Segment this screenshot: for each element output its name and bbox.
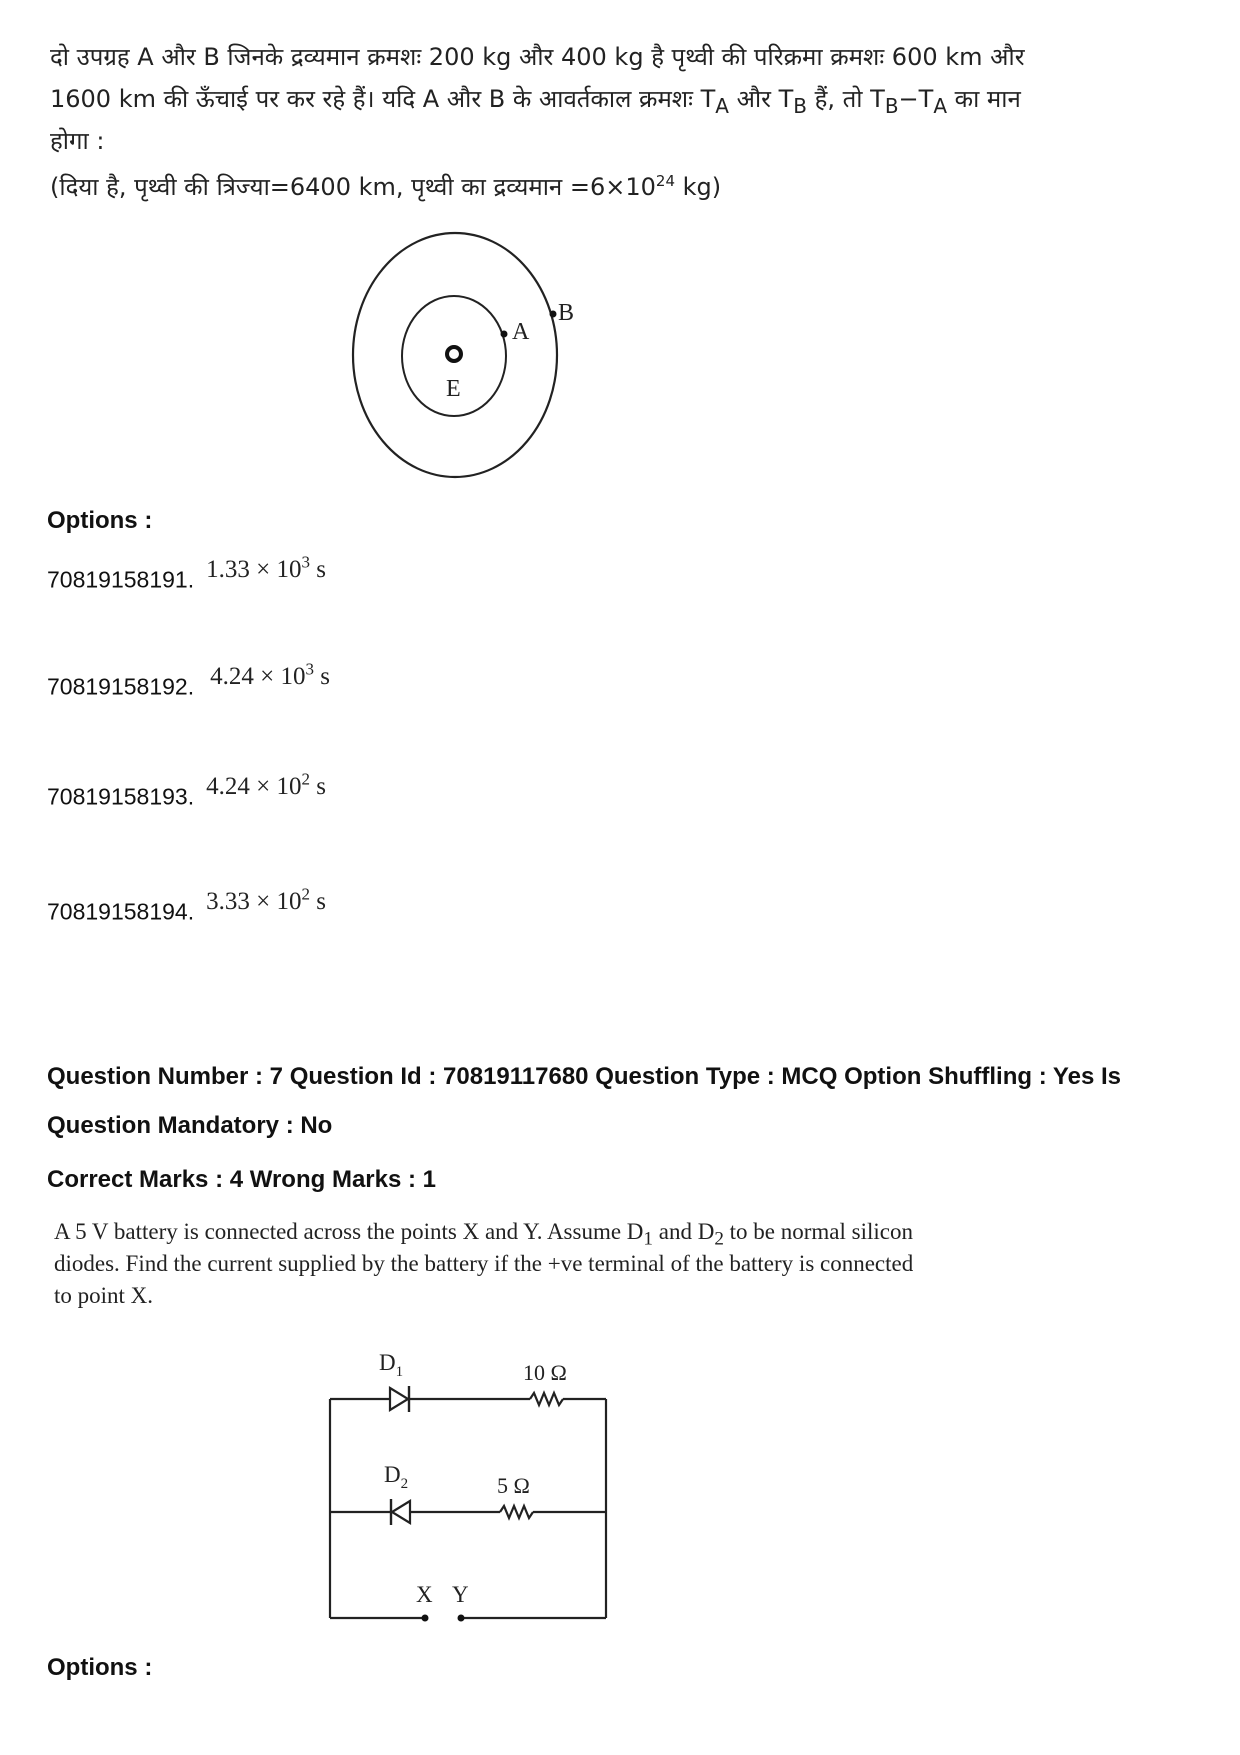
terminal-y	[458, 1615, 465, 1622]
satellite-a-dot	[501, 331, 508, 338]
satellite-b-dot	[550, 311, 557, 318]
label-a: A	[512, 319, 530, 345]
diode-d1	[390, 1386, 409, 1412]
option-id: 70819158194.	[47, 898, 195, 925]
q7-text-line-1: A 5 V battery is connected across the points X and Y. Assume $D_1$ and $D_2$ to be normal silicon	[54, 1219, 913, 1250]
option-2[interactable]	[47, 660, 330, 701]
diode-d2	[391, 1499, 410, 1525]
options-label: Options :	[47, 507, 153, 534]
option-1[interactable]	[47, 553, 326, 594]
option-3[interactable]	[47, 770, 326, 811]
label-d1: $D_1$	[379, 1350, 404, 1380]
label-r1: 10 Ω	[523, 1360, 567, 1385]
label-b: B	[558, 300, 575, 326]
option-4[interactable]	[47, 885, 326, 926]
q7-marks: Correct Marks : 4 Wrong Marks : 1	[47, 1166, 437, 1193]
terminal-x	[422, 1615, 429, 1622]
option-value: $4.24 \times 10^3$ s	[210, 660, 330, 691]
option-value: $3.33 \times 10^2$ s	[206, 885, 326, 916]
orbit-b	[353, 233, 557, 477]
label-r2: 5 Ω	[497, 1473, 530, 1498]
orbit-diagram	[340, 220, 600, 490]
label-y: Y	[452, 1582, 469, 1607]
option-id: 70819158191.	[47, 566, 195, 593]
circuit-diagram	[320, 1340, 620, 1630]
q6-line-1: दो उपग्रह A और B जिनके द्रव्यमान क्रमशः 200 kg और 400 kg है पृथ्वी की परिक्रमा क्रमशः 600 km और	[50, 43, 1025, 71]
option-value: $1.33 \times 10^3$ s	[206, 553, 326, 584]
q7-header-line-2: Question Mandatory : No	[47, 1112, 333, 1139]
label-d2: $D_2$	[384, 1462, 409, 1492]
q7-header-line-1: Question Number : 7 Question Id : 70819117680 Question Type : MCQ Option Shuffling : Yes Is	[47, 1063, 1121, 1090]
option-id: 70819158192.	[47, 673, 195, 700]
label-e: E	[446, 376, 461, 402]
q7-text-line-3: to point X.	[54, 1283, 154, 1308]
q6-line-4: (दिया है, पृथ्वी की त्रिज्या=6400 km, पृथ्वी का द्रव्यमान $=6\times 10^{24}$ kg)	[50, 172, 722, 201]
option-id: 70819158193.	[47, 783, 195, 810]
earth-marker	[447, 347, 461, 361]
q7-text-line-2: diodes. Find the current supplied by the battery if the +ve terminal of the battery is connected	[54, 1251, 914, 1276]
option-value: $4.24 \times 10^2$ s	[206, 770, 326, 801]
q6-line-2: 1600 km की ऊँचाई पर कर रहे हैं। यदि A और B के आवर्तकाल क्रमशः $T_A$ और $T_B$ हैं, तो $T_B-T_A$ का मान	[50, 85, 1021, 118]
q7-options-label: Options :	[47, 1654, 153, 1681]
label-x: X	[416, 1582, 433, 1607]
q6-line-3: होगा :	[50, 127, 105, 155]
